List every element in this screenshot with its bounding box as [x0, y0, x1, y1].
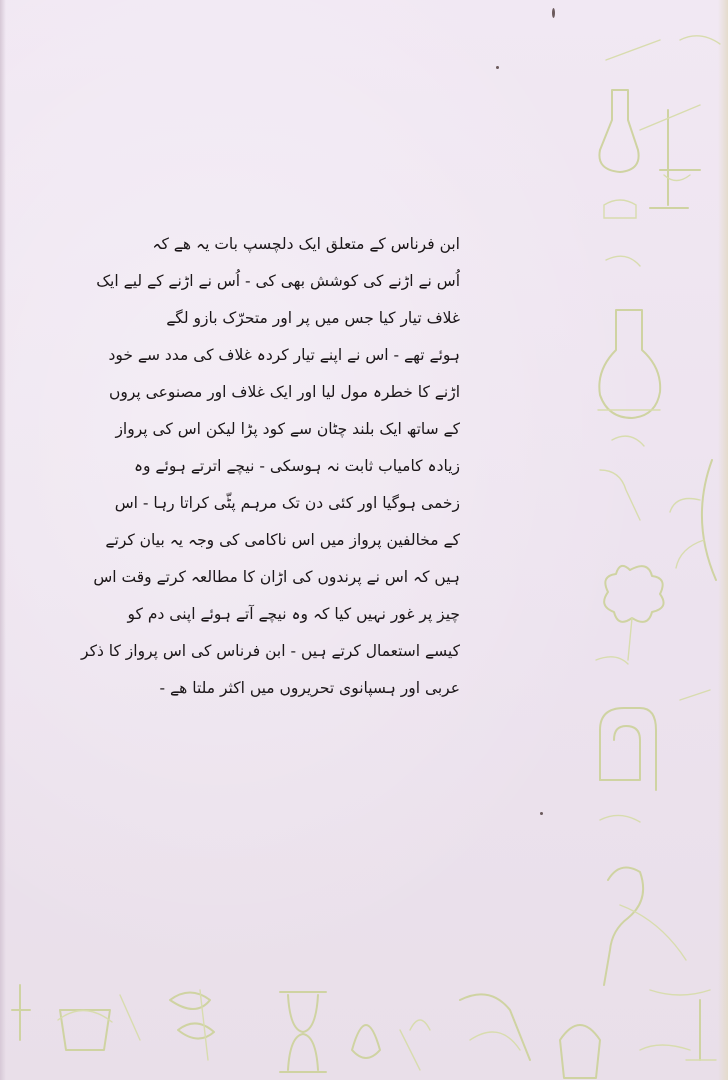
hourglass-icon: [280, 992, 326, 1072]
text-line: عربی اور ہسپانوی تحریروں میں اکثر ملتا ھے -: [159, 679, 460, 697]
flower-icon: [596, 566, 664, 664]
text-line: اُس نے اڑنے کی کوشش بھی کی - اُس نے اڑنے کے لیے ایک: [96, 272, 460, 290]
text-line: ابن فرناس کے متعلق ایک دلچسپ بات یہ ھے کہ: [152, 235, 460, 253]
paper-speck: [540, 812, 543, 815]
paper-speck: [496, 66, 499, 69]
balance-scale-icon: [640, 105, 700, 208]
still-apparatus-icon: [600, 690, 710, 822]
text-line: ہوئے تھے - اس نے اپنے تیار کردہ غلاف کی مدد سے خود: [108, 346, 460, 364]
text-line: چیز پر غور نہیں کیا کہ وہ نیچے آتے ہوئے اپنی دم کو: [127, 605, 460, 623]
leaf-icon: [170, 990, 214, 1060]
plant-icon: [600, 460, 716, 580]
text-line: اڑنے کا خطرہ مول لیا اور ایک غلاف اور مصنوعی پروں: [109, 383, 460, 401]
text-line: ہیں کہ اس نے پرندوں کی اڑان کا مطالعہ کرتے وقت اس: [93, 568, 460, 586]
figure-icon: [604, 868, 716, 1061]
text-line: کیسے استعمال کرتے ہیں - ابن فرناس کی اس پرواز کا ذکر: [81, 642, 460, 660]
text-line: کے مخالفین پرواز میں اس ناکامی کی وجہ یہ بیان کرتے: [105, 531, 460, 549]
text-line: غلاف تیار کیا جس میں پر اور متحرّک بازو لگے: [166, 309, 460, 327]
paper-speck: [552, 8, 555, 18]
text-line: کے ساتھ ایک بلند چٹان سے کود پڑا لیکن اس کی پرواز: [115, 420, 460, 438]
mortar-icon: [12, 985, 140, 1050]
urdu-text-block: [60, 226, 460, 707]
round-flask-icon: [598, 256, 660, 446]
text-line: زخمی ہوگیا اور کئی دن تک مرہم پٹّی کراتا رہا - اس: [114, 494, 460, 512]
flask-icon: [599, 40, 660, 218]
text-line: زیادہ کامیاب ثابت نہ ہوسکی - نیچے اترتے ہوئے وہ: [133, 457, 460, 475]
bottom-ornaments: [352, 994, 690, 1078]
